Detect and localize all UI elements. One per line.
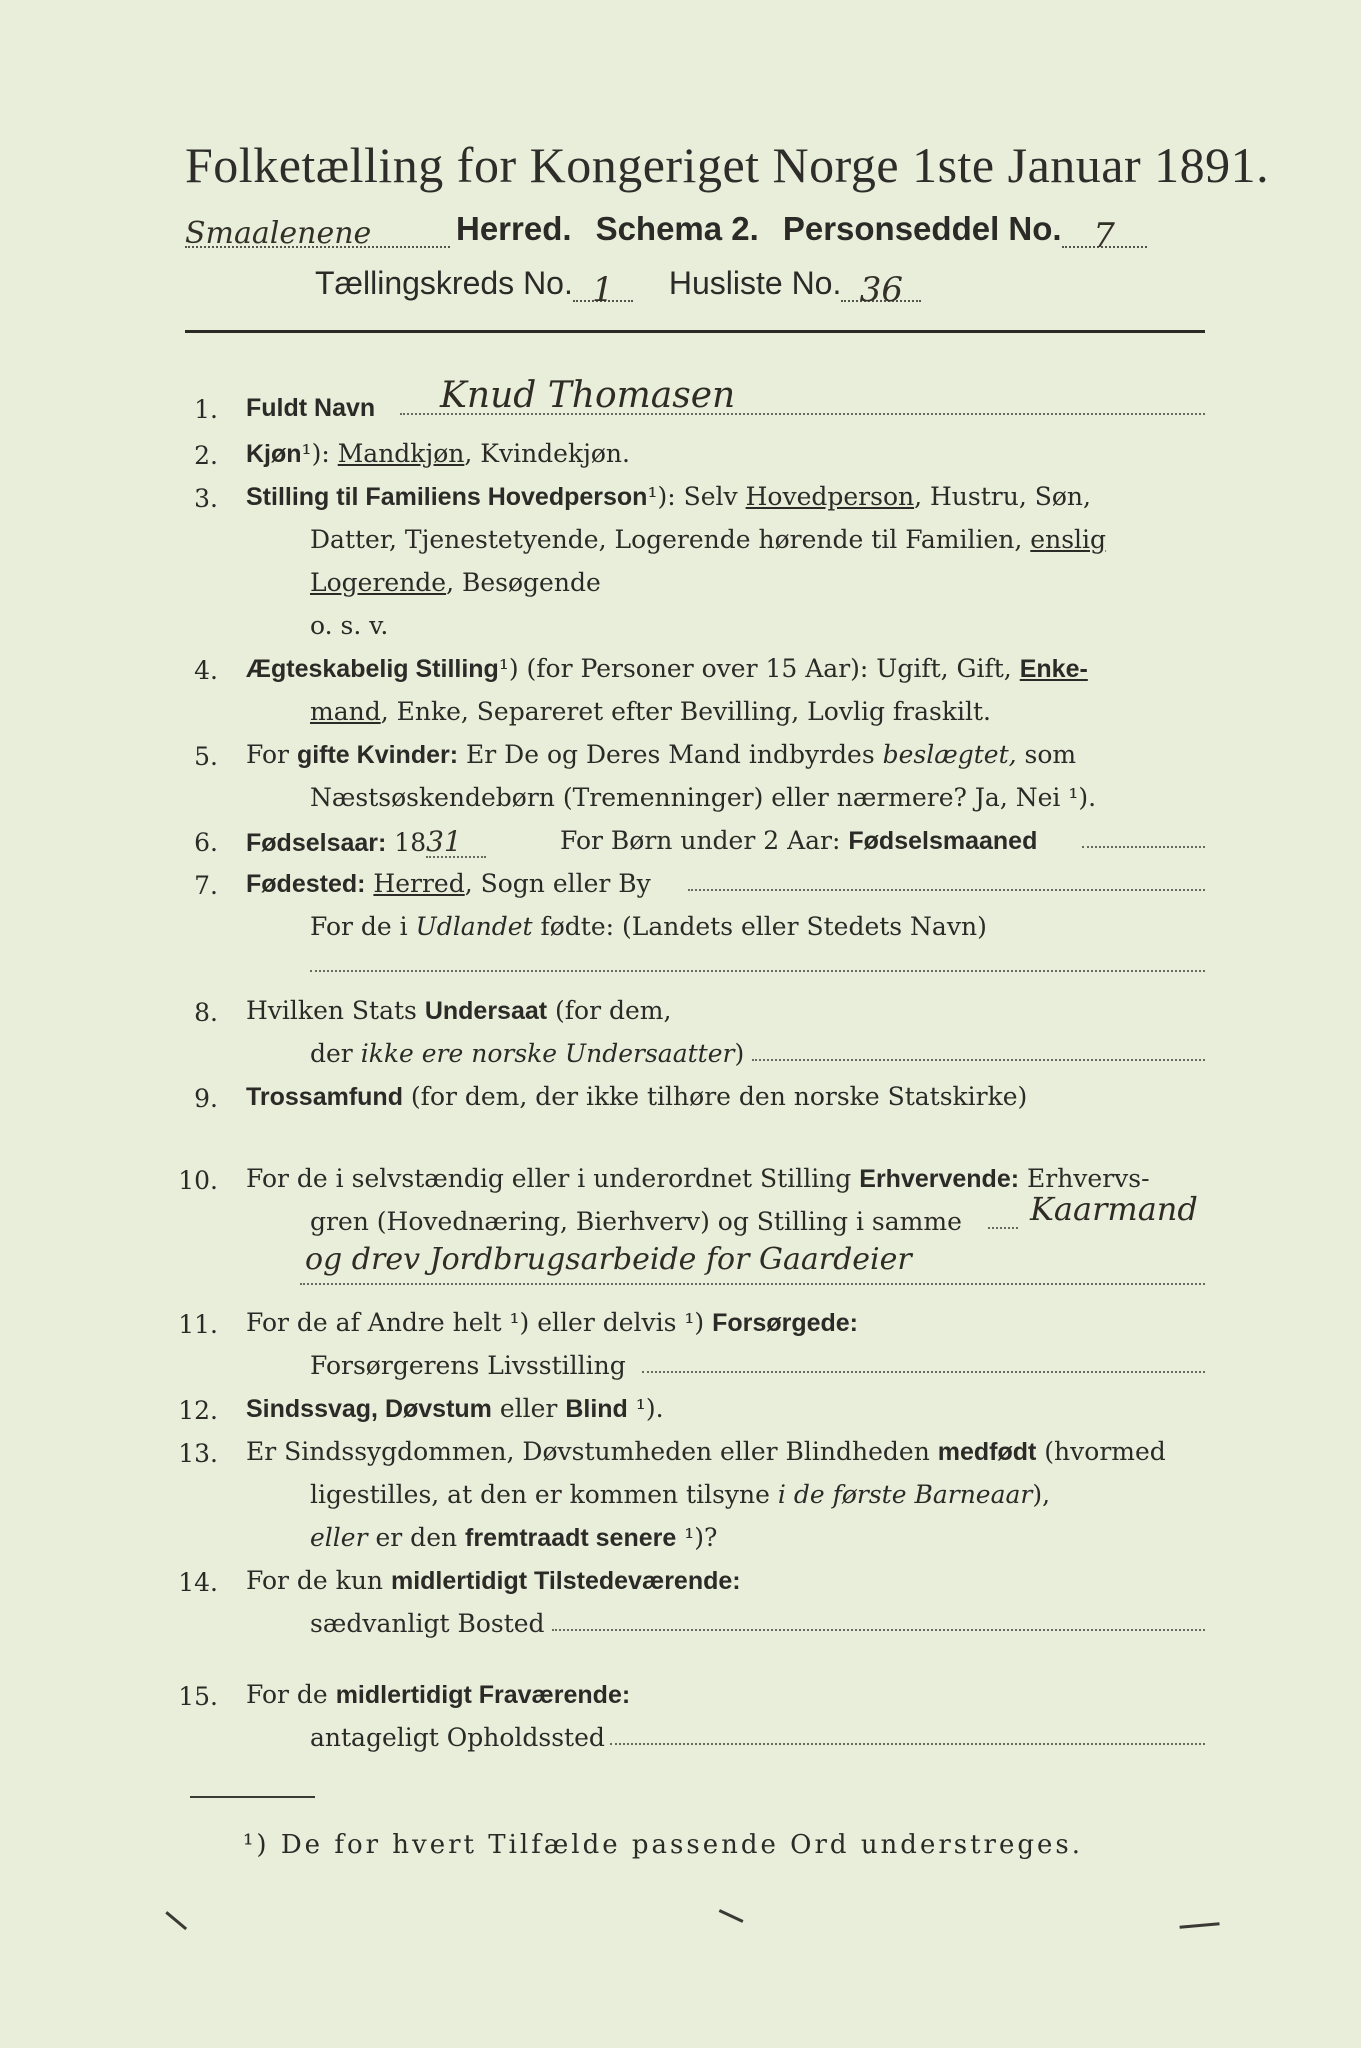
item-number: 2.	[194, 441, 218, 470]
item-number: 7.	[194, 871, 218, 900]
item-text	[246, 1682, 630, 1708]
item-text	[246, 484, 1091, 510]
item-text	[246, 441, 630, 467]
dotted-line	[642, 1371, 1205, 1373]
text-span: som	[1016, 740, 1077, 769]
text-span: For de af Andre helt ¹) eller delvis ¹)	[246, 1308, 713, 1337]
text-span: ikke ere norske Undersaatter	[360, 1039, 735, 1068]
footnote-rule	[190, 1796, 315, 1798]
item-number: 1.	[194, 395, 218, 424]
text-span: ¹):	[301, 439, 338, 468]
item-label	[246, 395, 375, 421]
husliste-number: 36	[841, 270, 921, 302]
herred-line	[185, 208, 1205, 256]
item-text: sædvanligt Bosted	[310, 1609, 545, 1638]
item-text	[246, 825, 486, 858]
dotted-line	[610, 1743, 1205, 1745]
dotted-line	[688, 889, 1205, 891]
text-span: )	[734, 1039, 745, 1068]
item-text: Forsørgerens Livsstilling	[310, 1351, 626, 1380]
item-text	[246, 871, 651, 897]
husliste-label: Husliste No.	[668, 265, 842, 301]
stray-mark	[1180, 1922, 1221, 1938]
item-text: o. s. v.	[310, 611, 389, 640]
text-span: Er Sindssygdommen, Døvstumheden eller Blindheden	[246, 1437, 938, 1466]
text-span: ¹)?	[676, 1523, 718, 1552]
schema-label: Schema 2.	[595, 210, 759, 247]
herred-label: Herred.	[456, 210, 572, 247]
item-text	[246, 1568, 741, 1594]
personseddel-number: 7	[1062, 216, 1147, 248]
occupation-value: Kaarmand	[1030, 1190, 1198, 1228]
item-number: 14.	[178, 1568, 218, 1597]
text-span: ¹) (for Personer over 15 Aar): Ugift, Gift,	[498, 654, 1012, 683]
item-number: 4.	[194, 656, 218, 685]
text-span: Hvilken Stats	[246, 996, 425, 1025]
text-span: der	[310, 1039, 361, 1068]
full-name-value: Knud Thomasen	[440, 375, 736, 416]
text-span: For de	[246, 1680, 336, 1709]
text-span: ¹).	[627, 1394, 664, 1423]
item-number: 8.	[194, 998, 218, 1027]
text-span: Er De og Deres Mand indbyrdes	[458, 740, 883, 769]
text-span: ¹): Selv	[647, 482, 746, 511]
item-text	[246, 1396, 664, 1422]
dotted-line	[1082, 846, 1205, 848]
text-span: , Sogn eller By	[464, 869, 651, 898]
nationality-label: Undersaat	[424, 997, 548, 1025]
item-number: 12.	[178, 1396, 218, 1425]
herred-value: Smaalenene	[185, 216, 450, 248]
occupation-value-continued: og drev Jordbrugsarbeide for Gaardeier	[305, 1242, 912, 1277]
occupation-label: Erhvervende:	[859, 1165, 1020, 1193]
item-text	[246, 656, 1088, 682]
text-span: , Besøgende	[446, 568, 601, 597]
item-text	[310, 527, 1106, 552]
disability-label: Sindssvag, Døvstum	[246, 1395, 492, 1423]
kreds-label: Tællingskreds No.	[315, 265, 573, 301]
item-text	[310, 1525, 717, 1551]
text-span: , Enke, Separeret efter Bevilling, Lovlig fraskilt.	[380, 697, 991, 726]
text-span: beslægtet,	[882, 740, 1017, 769]
item-number: 13.	[178, 1439, 218, 1468]
underlined-option: Hovedperson	[745, 482, 915, 511]
underlined-option: Mandkjøn	[337, 439, 465, 468]
item-text	[246, 998, 671, 1024]
underlined-option: Logerende	[310, 568, 447, 597]
item-text: antageligt Opholdssted	[310, 1723, 605, 1752]
item-number: 10.	[178, 1166, 218, 1195]
item-text	[310, 699, 991, 724]
text-span: For de i selvstændig eller i underordnet Stilling	[246, 1164, 860, 1193]
birth-year-value: 31	[426, 828, 486, 858]
dotted-line	[988, 1227, 1018, 1229]
item-number: 15.	[178, 1682, 218, 1711]
congenital-label: medfødt	[937, 1438, 1037, 1466]
text-span: For de i	[310, 912, 416, 941]
header-rule	[185, 330, 1205, 333]
text-span: i de første Barneaar	[777, 1480, 1033, 1509]
underlined-option: mand	[310, 697, 381, 726]
text-span: (for dem,	[547, 996, 672, 1025]
item-number: 11.	[178, 1310, 218, 1339]
text-span: , Hustru, Søn,	[914, 482, 1091, 511]
item-text	[310, 1041, 744, 1066]
item-text	[246, 1166, 1150, 1192]
item-number: 9.	[194, 1084, 218, 1113]
item-text	[246, 1310, 858, 1336]
underlined-option: Herred	[373, 869, 465, 898]
text-span: (hvormed	[1036, 1437, 1166, 1466]
item-text: Næstsøskendebørn (Tremenninger) eller nærmere? Ja, Nei ¹).	[310, 783, 1097, 812]
stray-mark	[159, 1911, 187, 1938]
married-women-label: gifte Kvinder:	[296, 741, 459, 769]
dotted-line	[552, 1629, 1205, 1631]
text-span: fødte: (Landets eller Stedets Navn)	[532, 912, 987, 941]
text-span: ),	[1032, 1480, 1051, 1509]
dotted-line	[752, 1059, 1205, 1061]
birth-year-label: Fødselsaar:	[246, 829, 387, 857]
dotted-line	[300, 1283, 1205, 1285]
item-text	[310, 914, 987, 939]
text-span: ligestilles, at den er kommen tilsyne	[310, 1480, 778, 1509]
sex-label: Kjøn	[246, 440, 302, 468]
item-text	[310, 1482, 1050, 1507]
position-label: Stilling til Familiens Hovedperson	[246, 483, 648, 511]
text-span: (for dem, der ikke tilhøre den norske Statskirke)	[402, 1082, 1028, 1111]
text-span: eller	[310, 1523, 368, 1552]
personseddel-label: Personseddel No.	[782, 210, 1062, 247]
item-text	[246, 1084, 1027, 1110]
birth-month-label: Fødselsmaaned	[848, 827, 1038, 855]
kreds-line	[315, 262, 921, 310]
item-text	[246, 1439, 1166, 1465]
item-number: 6.	[194, 828, 218, 857]
item-number: 3.	[194, 484, 218, 513]
supported-label: Forsørgede:	[712, 1309, 858, 1337]
form-title: Folketælling for Kongeriget Norge 1ste Januar 1891.	[185, 137, 1270, 193]
item-text	[310, 570, 601, 595]
item-text: gren (Hovednæring, Bierhverv) og Stilling i samme	[310, 1207, 962, 1236]
stray-mark	[714, 1909, 743, 1932]
marital-label: Ægteskabelig Stilling	[246, 655, 499, 683]
dotted-line	[400, 413, 1205, 415]
text-span: For	[246, 740, 297, 769]
text-span: Udlandet	[415, 912, 533, 941]
underlined-option: Enke-	[1019, 655, 1088, 683]
text-span: For de kun	[246, 1566, 391, 1595]
text-span: 18	[386, 828, 427, 857]
footnote: ¹) De for hvert Tilfælde passende Ord understreges.	[243, 1830, 1084, 1860]
item-text	[560, 828, 1037, 854]
later-onset-label: fremtraadt senere	[465, 1524, 677, 1552]
temporary-present-label: midlertidigt Tilstedeværende:	[390, 1567, 741, 1595]
text-span: Datter, Tjenestetyende, Logerende hørende til Familien,	[310, 525, 1023, 554]
text-span: er den	[367, 1523, 466, 1552]
dotted-line	[310, 970, 1205, 972]
full-name-label: Fuldt Navn	[246, 394, 376, 422]
item-number: 5.	[194, 742, 218, 771]
birthplace-label: Fødested:	[246, 870, 366, 898]
text-span: , Kvindekjøn.	[464, 439, 630, 468]
underlined-option: enslig	[1030, 525, 1107, 554]
text-span: Erhvervs-	[1019, 1164, 1150, 1193]
text-span: For Børn under 2 Aar:	[560, 826, 841, 855]
kreds-number: 1	[573, 270, 633, 302]
blind-label: Blind	[565, 1395, 628, 1423]
temporary-absent-label: midlertidigt Fraværende:	[335, 1681, 631, 1709]
item-text	[246, 742, 1076, 768]
religion-label: Trossamfund	[246, 1083, 403, 1111]
text-span: eller	[491, 1394, 566, 1423]
